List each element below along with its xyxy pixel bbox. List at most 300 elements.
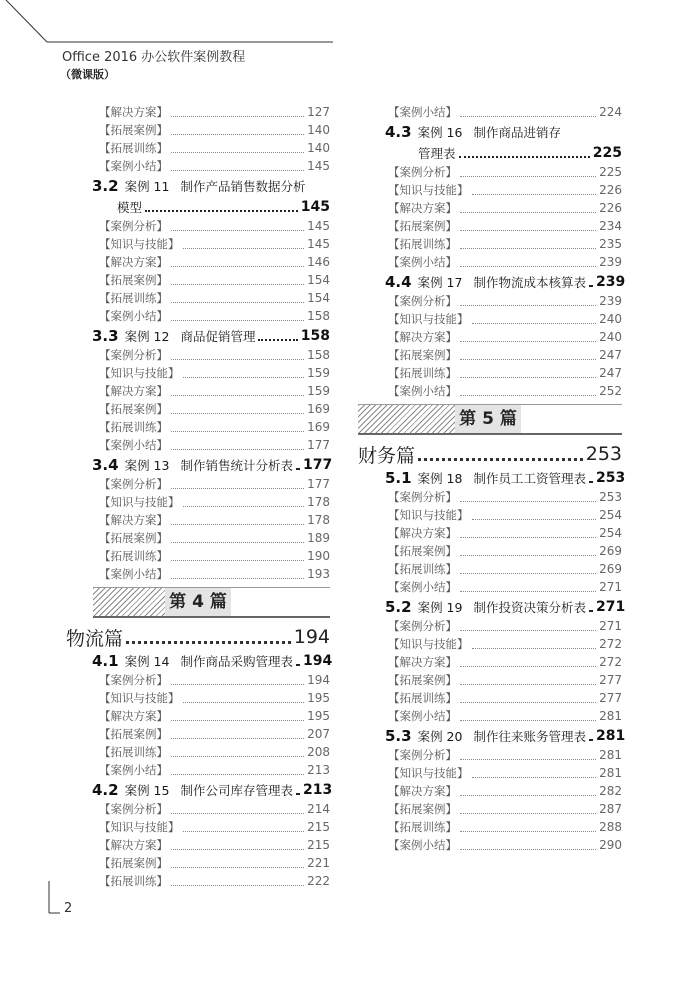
toc-item-label: 【知识与技能】 — [388, 766, 469, 780]
toc-item-page-number: 158 — [307, 309, 330, 323]
toc-item-page-number: 208 — [307, 745, 330, 759]
dot-leader — [171, 542, 304, 543]
case-page-number: 194 — [302, 652, 333, 669]
toc-item — [66, 854, 330, 872]
toc-item-page-number: 140 — [307, 141, 330, 155]
hatch-pattern — [93, 588, 165, 616]
toc-item — [358, 671, 622, 689]
toc-item-page-number: 193 — [307, 567, 330, 581]
dot-leader — [460, 759, 596, 760]
toc-item-page-number: 154 — [307, 273, 330, 287]
toc-item-page-number: 254 — [599, 508, 622, 522]
dot-leader — [460, 537, 596, 538]
toc-item — [358, 292, 622, 310]
dot-leader — [183, 248, 305, 249]
hatch-pattern — [358, 405, 455, 433]
toc-item — [66, 289, 330, 307]
dot-leader — [460, 230, 596, 231]
toc-item — [358, 560, 622, 578]
dot-leader — [460, 720, 596, 721]
toc-item-label: 【案例小结】 — [388, 105, 457, 119]
toc-item — [66, 529, 330, 547]
toc-item-page-number: 235 — [599, 237, 622, 251]
toc-item-page-number: 277 — [599, 691, 622, 705]
toc-item — [66, 400, 330, 418]
case-title: 制作物流成本核算表 — [473, 274, 586, 290]
toc-item-label: 【知识与技能】 — [388, 508, 469, 522]
toc-item-page-number: 253 — [599, 490, 622, 504]
dot-leader — [171, 413, 304, 414]
toc-item-page-number: 169 — [307, 420, 330, 434]
case-number: 案例 12 — [124, 328, 170, 344]
toc-item — [66, 103, 330, 121]
toc-item-label: 【解决方案】 — [388, 330, 457, 344]
toc-item — [358, 199, 622, 217]
toc-item-page-number: 281 — [599, 748, 622, 762]
toc-item — [66, 217, 330, 235]
dot-leader — [171, 738, 304, 739]
dot-leader — [460, 591, 596, 592]
toc-item — [358, 782, 622, 800]
part-title — [358, 441, 622, 467]
case-title-continued: 管理表 — [418, 145, 456, 161]
toc-item — [358, 382, 622, 400]
dot-leader — [171, 578, 304, 579]
toc-item-label: 【拓展案例】 — [99, 402, 168, 416]
case-heading — [66, 779, 333, 800]
toc-item-page-number: 194 — [307, 673, 330, 687]
dot-leader — [171, 116, 304, 117]
case-heading — [358, 271, 626, 292]
case-number: 案例 16 — [417, 124, 463, 140]
toc-item-page-number: 239 — [599, 255, 622, 269]
toc-item-page-number: 247 — [599, 348, 622, 362]
toc-item-label: 【解决方案】 — [99, 255, 168, 269]
dot-leader — [460, 377, 596, 378]
toc-item-label: 【案例小结】 — [388, 838, 457, 852]
case-title: 制作商品进销存 — [473, 124, 561, 140]
toc-item — [66, 725, 330, 743]
toc-item-label: 【解决方案】 — [99, 838, 168, 852]
toc-item — [358, 689, 622, 707]
book-title: Office 2016 办公软件案例教程 — [62, 50, 246, 65]
toc-item-page-number: 178 — [307, 495, 330, 509]
toc-item — [358, 746, 622, 764]
dot-leader — [460, 831, 596, 832]
toc-item-label: 【解决方案】 — [388, 526, 457, 540]
case-title: 制作销售统计分析表 — [180, 457, 293, 473]
toc-item — [66, 818, 330, 836]
case-page-number: 213 — [302, 781, 333, 798]
case-title: 制作投资决策分析表 — [473, 599, 586, 615]
toc-item-page-number: 169 — [307, 402, 330, 416]
toc-item-label: 【拓展训练】 — [99, 745, 168, 759]
toc-item-label: 【知识与技能】 — [388, 312, 469, 326]
dot-leader — [472, 323, 597, 324]
toc-item — [358, 707, 622, 725]
dot-leader — [171, 320, 304, 321]
case-heading — [66, 325, 330, 346]
case-title: 制作员工工资管理表 — [473, 470, 586, 486]
section-number: 3.2 — [92, 176, 119, 195]
page-number: 2 — [64, 901, 73, 916]
toc-item-label: 【案例小结】 — [388, 580, 457, 594]
toc-item-page-number: 215 — [307, 838, 330, 852]
toc-item — [358, 181, 622, 199]
dot-leader — [460, 266, 596, 267]
toc-item — [358, 764, 622, 782]
toc-item-page-number: 252 — [599, 384, 622, 398]
dot-leader — [171, 134, 304, 135]
toc-column-right — [358, 103, 626, 854]
toc-item — [358, 524, 622, 542]
toc-item — [66, 689, 330, 707]
toc-item — [66, 761, 330, 779]
dot-leader — [460, 248, 596, 249]
toc-item-page-number: 226 — [599, 201, 622, 215]
toc-item-page-number: 190 — [307, 549, 330, 563]
toc-item-label: 【案例分析】 — [99, 477, 168, 491]
toc-item-label: 【拓展训练】 — [388, 820, 457, 834]
section-number: 3.3 — [92, 326, 119, 345]
toc-item-label: 【拓展训练】 — [99, 141, 168, 155]
toc-item-page-number: 140 — [307, 123, 330, 137]
toc-item-label: 【拓展案例】 — [99, 727, 168, 741]
case-title: 商品促销管理 — [180, 328, 256, 344]
toc-item-label: 【拓展训练】 — [388, 237, 457, 251]
dot-leader — [460, 573, 596, 574]
case-title: 制作产品销售数据分析 — [180, 178, 306, 194]
toc-item — [66, 157, 330, 175]
part-banner — [93, 587, 330, 618]
toc-item-page-number: 271 — [599, 580, 622, 594]
toc-item — [66, 800, 330, 818]
toc-item-page-number: 272 — [599, 655, 622, 669]
toc-item-page-number: 145 — [307, 237, 330, 251]
dot-leader — [418, 458, 583, 461]
toc-item-page-number: 269 — [599, 562, 622, 576]
toc-item — [66, 121, 330, 139]
toc-item-label: 【拓展案例】 — [99, 531, 168, 545]
part-page-number: 194 — [293, 626, 330, 648]
toc-item-label: 【知识与技能】 — [388, 183, 469, 197]
dot-leader — [171, 813, 304, 814]
dot-leader — [171, 266, 304, 267]
dot-leader — [460, 684, 596, 685]
case-page-number: 177 — [302, 456, 333, 473]
case-heading — [358, 725, 626, 746]
toc-item-label: 【案例小结】 — [99, 309, 168, 323]
toc-item — [358, 488, 622, 506]
toc-item — [358, 103, 622, 121]
toc-item-page-number: 240 — [599, 330, 622, 344]
toc-item-page-number: 178 — [307, 513, 330, 527]
toc-item-page-number: 158 — [307, 348, 330, 362]
toc-item — [358, 818, 622, 836]
toc-item — [358, 836, 622, 854]
dot-leader — [472, 519, 597, 520]
dot-leader — [171, 395, 304, 396]
toc-item-label: 【知识与技能】 — [99, 366, 180, 380]
dot-leader — [589, 285, 593, 287]
dot-leader — [296, 468, 300, 470]
toc-item-page-number: 277 — [599, 673, 622, 687]
dot-leader — [171, 230, 304, 231]
toc-item — [358, 346, 622, 364]
toc-item — [66, 475, 330, 493]
toc-item-page-number: 247 — [599, 366, 622, 380]
case-number: 案例 14 — [124, 653, 170, 669]
toc-item — [358, 800, 622, 818]
toc-item — [66, 307, 330, 325]
toc-item-page-number: 145 — [307, 159, 330, 173]
toc-item-label: 【知识与技能】 — [99, 237, 180, 251]
toc-item-label: 【案例分析】 — [388, 294, 457, 308]
case-page-number: 253 — [595, 469, 626, 486]
case-heading — [358, 121, 622, 142]
toc-item-label: 【拓展案例】 — [99, 123, 168, 137]
case-title: 制作公司库存管理表 — [180, 782, 293, 798]
toc-item-page-number: 159 — [307, 366, 330, 380]
toc-item — [358, 217, 622, 235]
toc-item-label: 【拓展训练】 — [388, 562, 457, 576]
toc-item-label: 【拓展案例】 — [388, 219, 457, 233]
toc-item-label: 【解决方案】 — [388, 201, 457, 215]
toc-item-label: 【解决方案】 — [388, 784, 457, 798]
dot-leader — [145, 210, 298, 212]
toc-item-page-number: 281 — [599, 709, 622, 723]
dot-leader — [460, 795, 596, 796]
toc-item — [358, 328, 622, 346]
toc-item-page-number: 195 — [307, 691, 330, 705]
toc-item-label: 【案例小结】 — [99, 159, 168, 173]
toc-item — [66, 235, 330, 253]
dot-leader — [171, 152, 304, 153]
toc-item-page-number: 214 — [307, 802, 330, 816]
dot-leader — [171, 684, 304, 685]
toc-item-page-number: 254 — [599, 526, 622, 540]
toc-item-label: 【拓展训练】 — [99, 291, 168, 305]
toc-item-label: 【拓展训练】 — [388, 691, 457, 705]
toc-item — [358, 253, 622, 271]
toc-item-page-number: 290 — [599, 838, 622, 852]
toc-item-label: 【解决方案】 — [99, 709, 168, 723]
toc-item-label: 【案例分析】 — [388, 490, 457, 504]
toc-item — [66, 346, 330, 364]
part-title — [66, 624, 330, 650]
toc-item-page-number: 154 — [307, 291, 330, 305]
toc-item-label: 【拓展训练】 — [388, 366, 457, 380]
toc-item-label: 【案例分析】 — [388, 619, 457, 633]
toc-item-label: 【拓展训练】 — [99, 549, 168, 563]
case-heading — [358, 467, 626, 488]
toc-item — [66, 382, 330, 400]
toc-item-label: 【案例分析】 — [388, 748, 457, 762]
toc-item — [358, 635, 622, 653]
case-page-number: 145 — [300, 198, 330, 215]
dot-leader — [171, 774, 304, 775]
book-edition: （微课版） — [60, 68, 115, 81]
toc-item-label: 【拓展案例】 — [99, 273, 168, 287]
toc-item-page-number: 288 — [599, 820, 622, 834]
dot-leader — [171, 756, 304, 757]
dot-leader — [296, 664, 300, 666]
toc-item — [358, 235, 622, 253]
dot-leader — [460, 176, 596, 177]
dot-leader — [460, 702, 596, 703]
toc-item-page-number: 222 — [307, 874, 330, 888]
toc-item — [66, 511, 330, 529]
toc-item-page-number: 234 — [599, 219, 622, 233]
case-title: 制作商品采购管理表 — [180, 653, 293, 669]
toc-column-left — [66, 103, 333, 890]
dot-leader — [589, 739, 593, 741]
toc-item-page-number: 271 — [599, 619, 622, 633]
dot-leader — [171, 720, 304, 721]
toc-item — [358, 578, 622, 596]
section-number: 4.4 — [385, 272, 412, 291]
toc-item-page-number: 225 — [599, 165, 622, 179]
banner-rule — [231, 588, 330, 616]
toc-item — [66, 139, 330, 157]
dot-leader — [460, 666, 596, 667]
part-banner — [358, 404, 622, 435]
toc-item — [66, 743, 330, 761]
dot-leader — [460, 849, 596, 850]
section-number: 3.4 — [92, 455, 119, 474]
toc-item — [358, 542, 622, 560]
toc-item-label: 【解决方案】 — [388, 655, 457, 669]
case-heading — [358, 596, 626, 617]
toc-item-label: 【案例小结】 — [99, 438, 168, 452]
toc-item — [66, 418, 330, 436]
part-number-label: 第 5 篇 — [455, 405, 521, 433]
dot-leader — [472, 648, 597, 649]
dot-leader — [460, 501, 596, 502]
dot-leader — [460, 212, 596, 213]
toc-item-label: 【解决方案】 — [99, 384, 168, 398]
toc-item-label: 【案例小结】 — [388, 384, 457, 398]
toc-item-page-number: 239 — [599, 294, 622, 308]
case-page-number: 239 — [595, 273, 626, 290]
toc-item-page-number: 195 — [307, 709, 330, 723]
toc-item-page-number: 269 — [599, 544, 622, 558]
case-number: 案例 11 — [124, 178, 170, 194]
part-page-number: 253 — [585, 443, 622, 465]
case-page-number: 158 — [300, 327, 330, 344]
section-number: 4.2 — [92, 780, 119, 799]
case-page-number: 281 — [595, 727, 626, 744]
part-name: 财务篇 — [358, 444, 416, 467]
section-number: 5.3 — [385, 726, 412, 745]
toc-item-label: 【案例分析】 — [99, 219, 168, 233]
dot-leader — [589, 610, 593, 612]
toc-item-page-number: 177 — [307, 477, 330, 491]
toc-item-page-number: 215 — [307, 820, 330, 834]
dot-leader — [183, 377, 305, 378]
dot-leader — [459, 156, 590, 158]
case-number: 案例 20 — [417, 728, 463, 744]
toc-item — [66, 253, 330, 271]
part-number-label: 第 4 篇 — [165, 588, 231, 616]
toc-item — [358, 364, 622, 382]
dot-leader — [183, 831, 305, 832]
case-title-continued: 模型 — [117, 199, 143, 215]
dot-leader — [183, 702, 305, 703]
case-heading — [66, 454, 333, 475]
toc-item-label: 【案例分析】 — [388, 165, 457, 179]
toc-item — [66, 436, 330, 454]
case-number: 案例 17 — [417, 274, 463, 290]
case-heading-continued — [358, 142, 622, 163]
toc-item-page-number: 189 — [307, 531, 330, 545]
part-name: 物流篇 — [66, 627, 124, 650]
toc-item-page-number: 177 — [307, 438, 330, 452]
dot-leader — [183, 506, 305, 507]
dot-leader — [126, 641, 291, 644]
toc-item-label: 【拓展训练】 — [99, 874, 168, 888]
toc-item-label: 【案例小结】 — [99, 567, 168, 581]
toc-item — [358, 506, 622, 524]
dot-leader — [460, 630, 596, 631]
dot-leader — [589, 481, 593, 483]
dot-leader — [460, 813, 596, 814]
toc-item-page-number: 282 — [599, 784, 622, 798]
toc-item — [358, 653, 622, 671]
toc-item — [66, 364, 330, 382]
toc-item-label: 【知识与技能】 — [388, 637, 469, 651]
toc-item-label: 【拓展训练】 — [99, 420, 168, 434]
toc-item — [66, 671, 330, 689]
dot-leader — [171, 431, 304, 432]
toc-item-label: 【案例小结】 — [388, 709, 457, 723]
case-number: 案例 18 — [417, 470, 463, 486]
dot-leader — [171, 867, 304, 868]
dot-leader — [460, 359, 596, 360]
header-diagonal-rule — [6, 0, 47, 42]
toc-item — [66, 271, 330, 289]
toc-item-label: 【解决方案】 — [99, 513, 168, 527]
toc-item — [66, 547, 330, 565]
dot-leader — [171, 359, 304, 360]
dot-leader — [171, 488, 304, 489]
dot-leader — [460, 555, 596, 556]
dot-leader — [171, 302, 304, 303]
dot-leader — [171, 284, 304, 285]
dot-leader — [171, 885, 304, 886]
toc-item-page-number: 207 — [307, 727, 330, 741]
toc-item-page-number: 213 — [307, 763, 330, 777]
toc-item-label: 【案例分析】 — [99, 348, 168, 362]
toc-item — [358, 310, 622, 328]
dot-leader — [460, 116, 596, 117]
toc-item — [66, 872, 330, 890]
toc-item — [66, 836, 330, 854]
dot-leader — [171, 449, 304, 450]
section-number: 5.2 — [385, 597, 412, 616]
toc-item-label: 【拓展案例】 — [388, 348, 457, 362]
toc-item-label: 【知识与技能】 — [99, 691, 180, 705]
toc-item-label: 【知识与技能】 — [99, 495, 180, 509]
toc-item-label: 【案例小结】 — [388, 255, 457, 269]
case-number: 案例 13 — [124, 457, 170, 473]
dot-leader — [460, 395, 596, 396]
toc-item — [358, 163, 622, 181]
dot-leader — [472, 194, 597, 195]
toc-item-label: 【案例分析】 — [99, 673, 168, 687]
toc-item-label: 【解决方案】 — [99, 105, 168, 119]
dot-leader — [171, 560, 304, 561]
